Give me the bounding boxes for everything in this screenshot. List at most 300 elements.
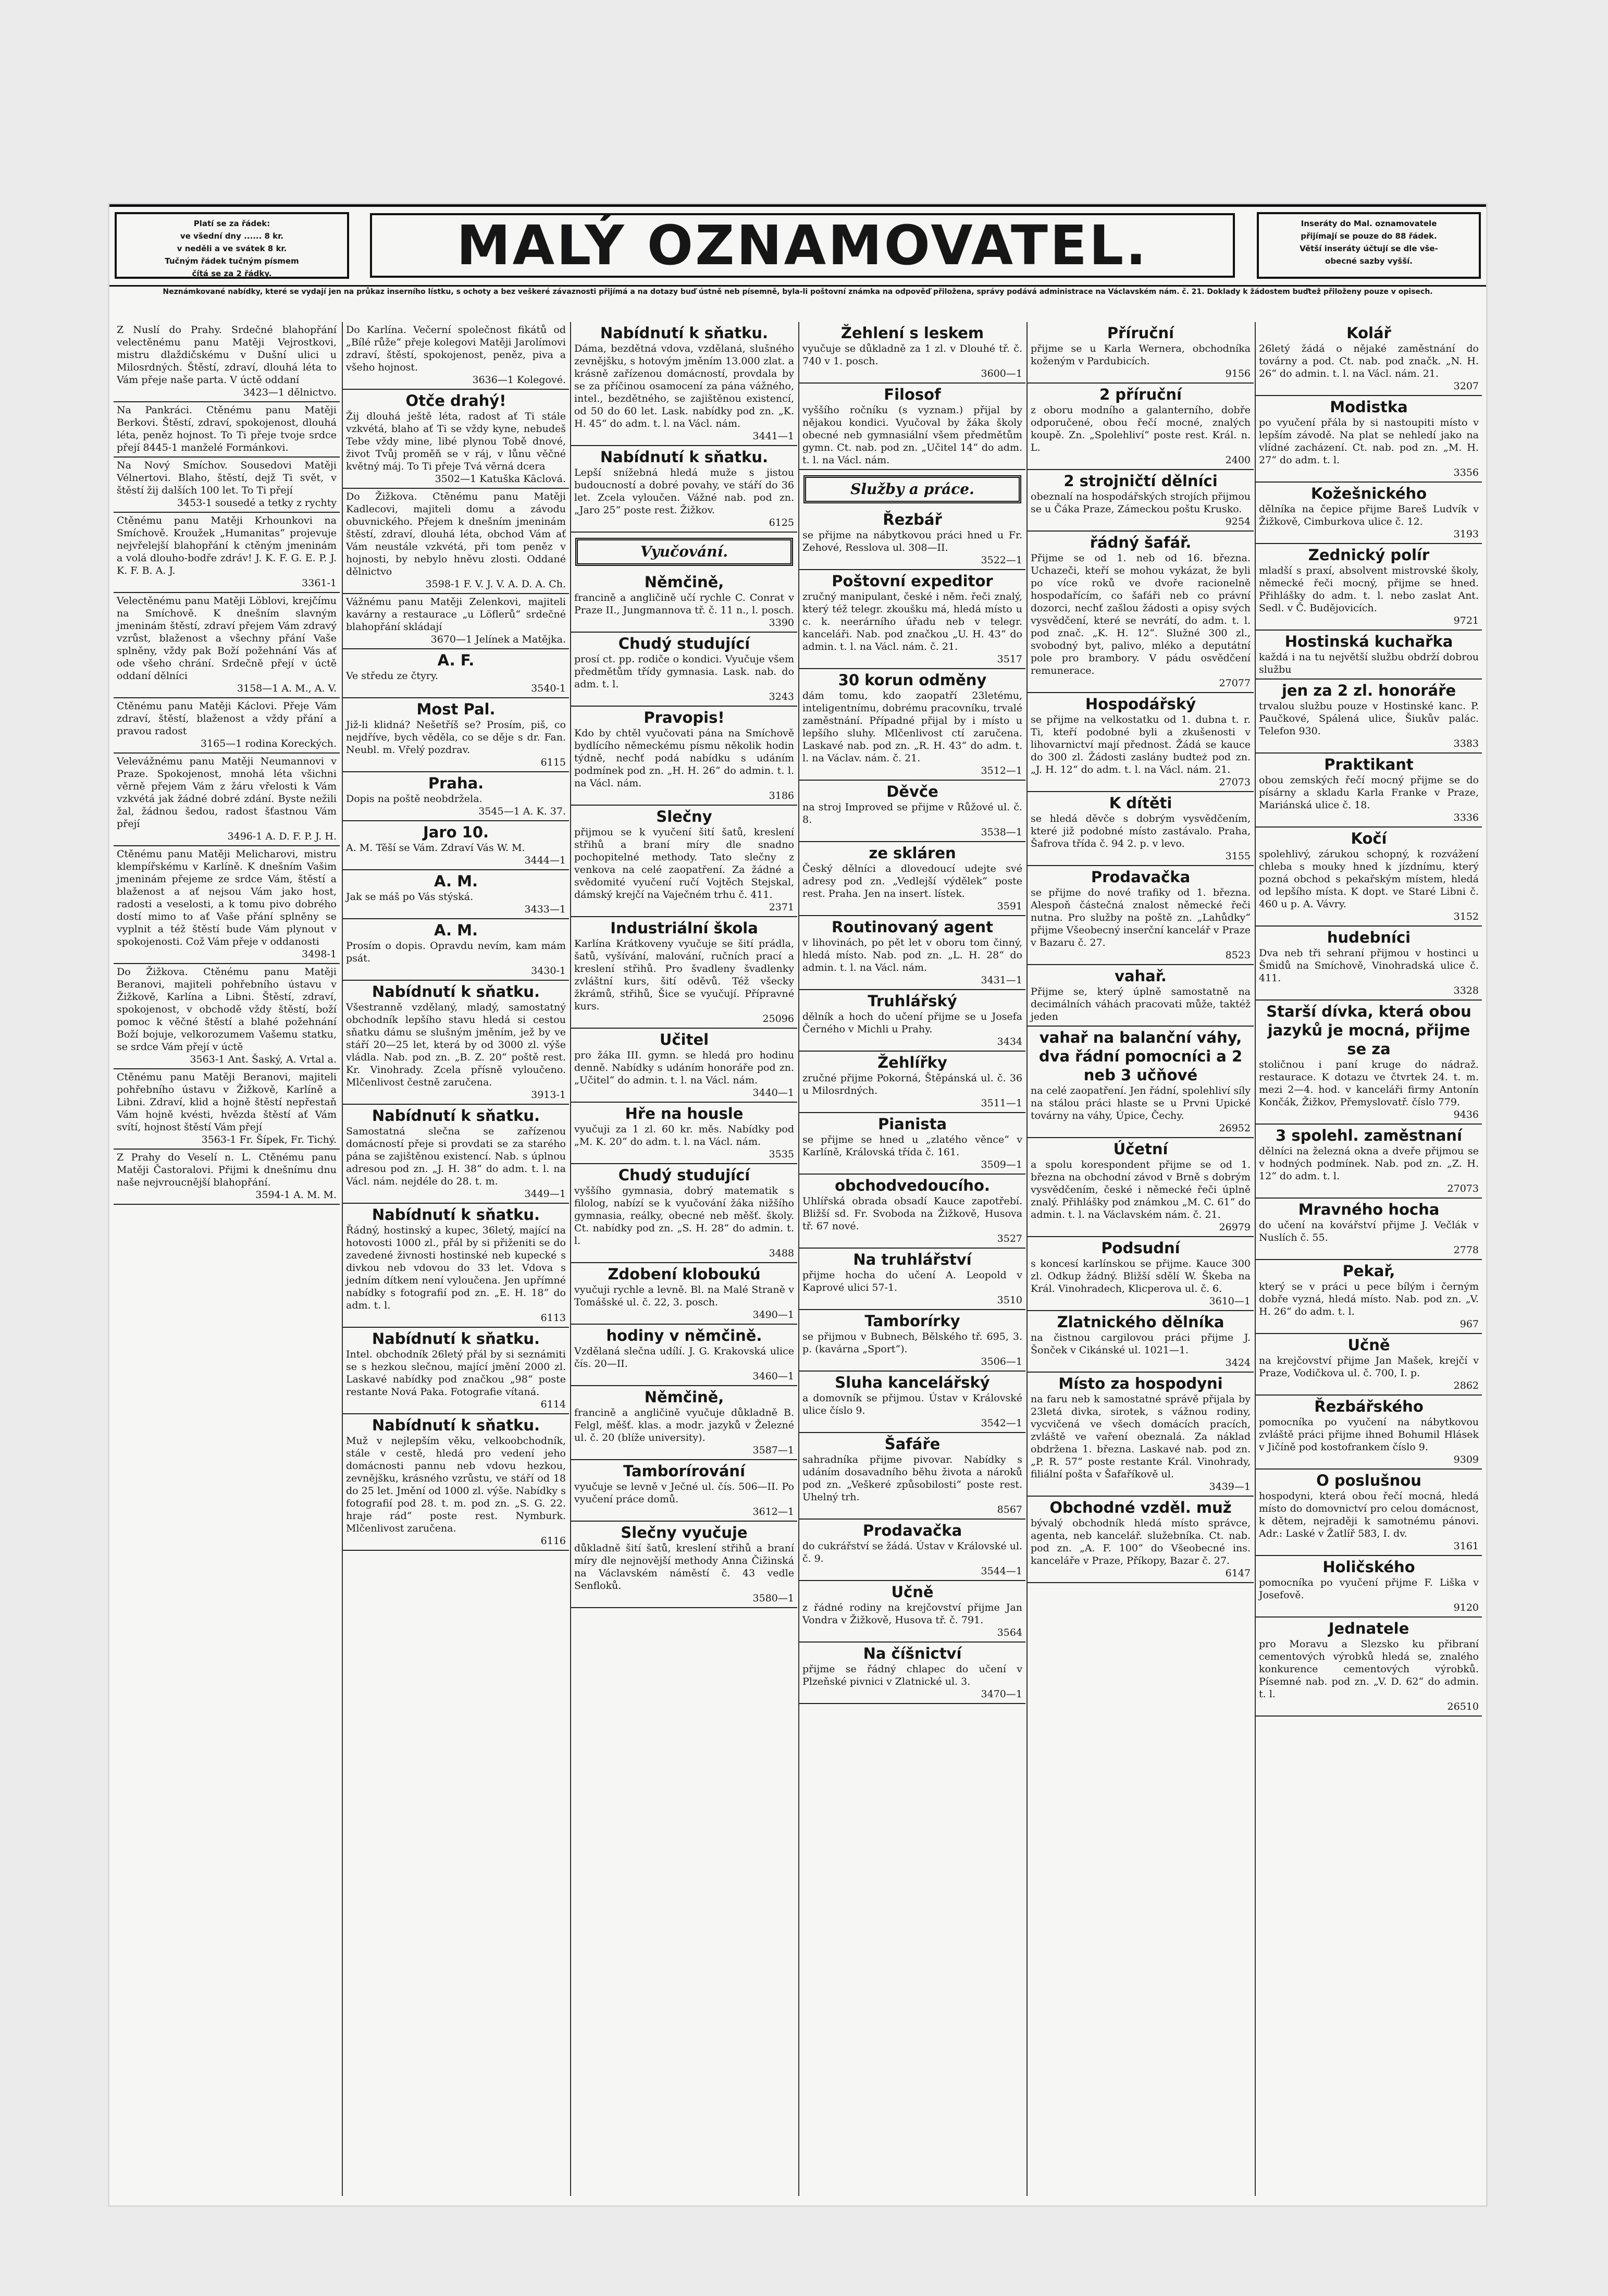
- price-line: Platí se za řádek:: [193, 219, 270, 228]
- ad-headline: Němčině,: [644, 573, 724, 591]
- ad-text: do učení na kovářství přijme J. Večlák v Nuslích č. 55.: [1259, 1219, 1479, 1243]
- classified-ad: [1256, 1199, 1482, 1260]
- ad-text: po vyučení přála by si nastoupiti místo v lepším závodě. Na plat se nehledí jako na vlídné zacházení. Ct. nab. pod zn. „M. H. 27“ do adm. t. l.: [1259, 417, 1479, 466]
- ad-text: důkladně šití šatů, kreslení střihů a braní míry dle nejnovější methody Anna Čižinská na Václavském náměstí č. 43 vedle Senfloků.: [574, 1542, 794, 1591]
- ad-headline: Kolář: [1346, 324, 1391, 342]
- ad-code: 27073: [1219, 776, 1251, 788]
- ad-text: francině a angličině učí rychle C. Conrat v Praze II., Jungmannova tř. č. 11 n., l. posch.: [574, 592, 794, 616]
- ad-headline: obchodvedoucího.: [835, 1177, 990, 1194]
- ad-code: 3441—1: [752, 430, 794, 442]
- classified-ad: [571, 1164, 797, 1263]
- ad-headline: Nabídnutí k sňatku.: [600, 448, 769, 466]
- ad-text: prosí ct. pp. rodiče o kondici. Vyučuje všem předmětům třídy gymnasia. Lask. nab. do adm. t. l.: [574, 653, 794, 690]
- section-banner: Vyučování.: [575, 538, 793, 566]
- price-line: v neděli a ve svátek 8 kr.: [177, 244, 287, 253]
- ad-code: 3440—1: [752, 1087, 794, 1098]
- ad-headline: Slečny: [656, 808, 712, 825]
- ad-text: se přijmou v Bubnech, Bělského tř. 695, 3. p. (kavárna „Sport“).: [802, 1331, 1022, 1355]
- classified-ad: [799, 1310, 1025, 1372]
- ad-text: pomocníka po vyučení přijme F. Liška v Josefově.: [1259, 1577, 1479, 1601]
- ad-headline: Modistka: [1330, 398, 1408, 416]
- ad-text: Dáma, bezdětná vdova, vzdělaná, slušného zevnějšku, s hotovým jměním 13.000 zlat. a krásně zařízenou domácností, provdala by se za příčinou osamocení za pána vážného, intel., bezdětného, se zajištěnou existencí, od 50 do 60 let. Lask. nabídky pod zn. „K. H. 45“ do adm. t. l. na Václ. nám.: [574, 343, 794, 429]
- ad-text: na celé zaopatření. Jen řádní, spolehliví síly na stálou práci hlaste se u Prvni Upické továrny na váhy, Úpice, Čechy.: [1031, 1085, 1251, 1121]
- ad-text: přijme se řádný chlapec do učení v Plzeňské pivnici v Zlatnické ul. 3.: [802, 1663, 1022, 1687]
- ad-text: spolehlivý, zárukou schopný, k rozvážení chleba s mouky hned k jízdnímu, který pozná obchod s pekařským místem, hledá od lepšího místa. K dopt. ve Staré Libni č. 460 u p. A. Vávry.: [1259, 848, 1479, 910]
- ad-text: 26letý žádá o nějaké zaměstnání do továrny a pod. Ct. nab. pod značk. „N. H. 26“ do admin. t. l. na Václ. nám. 21.: [1259, 343, 1479, 379]
- ad-code: 3383: [1453, 738, 1479, 749]
- classified-ad: [114, 513, 340, 593]
- ad-text: Velectěnému panu Matěji Löblovi, krejčímu na Smíchově. K dnešním slavným jmeninám štěstí, zdraví přejem Vám zdravý vzrůst, blaženost a všechny přání Vaše splněny, vždy pak Boží požehnání Vás ať ode všeho chrání. Srdečně přejí v úctě oddaní dělníci: [117, 595, 337, 682]
- ad-text: v lihovinách, po pět let v oboru tom činný, hledá místo. Nab. pod zn. „L. H. 28“ do admin. t. l. na Václ. nám.: [802, 937, 1022, 973]
- ad-code: 3158—1 A. M., A. V.: [237, 683, 337, 694]
- ad-code: 3580—1: [752, 1593, 794, 1604]
- ad-headline: Slečny vyučuje: [621, 1524, 748, 1541]
- classified-ad: [1028, 1497, 1254, 1583]
- classified-ad: [571, 1386, 797, 1460]
- ad-text: vyučuji za 1 zl. 60 kr. měs. Nabídky pod „M. K. 20“ do adm. t. l. na Václ. nám.: [574, 1124, 794, 1147]
- ad-code: 3517: [997, 653, 1022, 665]
- ad-text: vyučuji rychle a levně. Bl. na Malé Straně v Tomášské ul. č. 22, 3. posch.: [574, 1284, 794, 1308]
- ad-code: 3636—1 Kolegové.: [472, 374, 566, 386]
- classified-ad: [343, 1414, 569, 1551]
- ad-code: 3506—1: [981, 1356, 1022, 1367]
- ad-code: 3433—1: [524, 904, 566, 915]
- ad-text: se přijme na velkostatku od 1. dubna t. r. Ti, kteří podobné byli a zkušenosti v lihovarnictví mají přednost. Žádá se kauce do 300 zl. Žádosti zaslány budteż pod zn. „J. H. 12“ do adm. t. l. na Václ. nám. 21.: [1031, 714, 1251, 775]
- classified-ad: [1256, 1556, 1482, 1618]
- ad-headline: Na číšnictví: [863, 1645, 962, 1662]
- ad-code: 3444—1: [524, 855, 566, 866]
- classified-ad: [1028, 532, 1254, 693]
- ad-code: 3434: [997, 1036, 1022, 1047]
- ad-text: na čistnou cargilovou práci přijme J. Šonček v Cikánské ul. 1021—1.: [1031, 1332, 1251, 1356]
- ad-headline: Tamborírování: [623, 1462, 746, 1480]
- ad-headline: řádný šafář.: [1090, 534, 1192, 551]
- ad-headline: 2 příruční: [1099, 386, 1182, 403]
- classified-ad: [1256, 1396, 1482, 1470]
- ad-headline: vahař na balanční váhy, dva řádní pomocníci a 2 neb 3 učňové: [1038, 1029, 1243, 1084]
- ad-headline: Zednický polír: [1308, 546, 1430, 564]
- ad-code: 3510: [997, 1294, 1022, 1306]
- ad-code: 26510: [1447, 1701, 1479, 1712]
- ad-text: zručný manipulant, české i něm. řeči znalý, který též telegr. zkoušku má, hledá místo u c. k. neerárního úřadu neb v telegr. kanceláři. Nab. pod značkou „U. H. 43“ do admin. t. l. na Václ. nám. č. 21.: [802, 591, 1022, 652]
- classified-ad: [114, 964, 340, 1069]
- classified-ad: [1028, 1373, 1254, 1497]
- ad-code: 3540-1: [531, 683, 566, 694]
- ad-code: 3563-1 Ant. Šaský, A. Vrtal a.: [190, 1054, 337, 1065]
- ad-headline: Starší dívka, která obou jazyků je mocná, přijme se za: [1266, 1003, 1471, 1058]
- classified-ad: [343, 981, 569, 1105]
- ad-text: francině a angličině vyučuje důkladně B. Felgl, měšť. klas. a modr. jazyků v Železné ul. č. 20 (blíže university).: [574, 1407, 794, 1443]
- classified-ad: [1256, 322, 1482, 396]
- classified-ad: [799, 1520, 1025, 1581]
- ad-code: 3490—1: [752, 1309, 794, 1320]
- ad-code: 2400: [1225, 454, 1251, 466]
- classified-ad: [799, 781, 1025, 842]
- classified-ad: [114, 1150, 340, 1205]
- classified-ad: [799, 384, 1025, 470]
- ad-text: dělníka na čepice přijme Bareš Ludvík v Žižkově, Cimburkova ulice č. 12.: [1259, 503, 1479, 527]
- classified-ad: [343, 390, 569, 489]
- classified-ad: [571, 806, 797, 917]
- ad-headline: Chudý studující: [618, 635, 750, 652]
- ad-text: a spolu korespondent přijme se od 1. března na obchodní závod v Brně s dobrým vysvědčením, české i německé řeči úplně znalý. Přihlášky pod známkou „M. C. 61“ do admin. t. l. na Václavském nám. č. 21.: [1031, 1159, 1251, 1220]
- ad-headline: Jaro 10.: [423, 823, 489, 841]
- classified-ad: [343, 649, 569, 698]
- ad-code: 3431—1: [981, 974, 1022, 986]
- ad-code: 3563-1 Fr. Šípek, Fr. Tichý.: [201, 1134, 337, 1145]
- ad-headline: jen za 2 zl. honoráře: [1281, 682, 1456, 699]
- ad-text: přijme hocha do učení A. Leopold v Kaprové ulici 57-1.: [802, 1269, 1022, 1293]
- ad-text: Již-li klidná? Nešetříš se? Prosím, piš, co nejdříve, bych věděla, co se děje s dr. Fan. Neubl. m. Vřelý pozdrav.: [346, 719, 566, 756]
- ad-headline: Poštovní expeditor: [832, 572, 993, 590]
- info-line: Větší inseráty účtují se dle vše-: [1300, 244, 1438, 253]
- classified-ad: [571, 446, 797, 533]
- page-title: MALÝ OZNAMOVATEL.: [370, 213, 1235, 278]
- ad-text: mladší s praxí, absolvent mistrovské školy, německé řeči mocný, přijme se hned. Přihlášky do adm. t. l. nebo zaslat Ant. Sedl. v Č. Budějovicích.: [1259, 565, 1479, 614]
- ad-code: 3564: [997, 1627, 1022, 1638]
- ad-headline: Na truhlářství: [853, 1251, 972, 1268]
- ad-text: každá i na tu největší službu obdrží dobrou službu: [1259, 651, 1479, 675]
- ad-text: dělník a hoch do učení přijme se u Josefa Černého v Michli u Prahy.: [802, 1011, 1022, 1035]
- ad-headline: Praktikant: [1324, 756, 1414, 773]
- classified-ad: [799, 990, 1025, 1052]
- ad-headline: Hře na housle: [625, 1105, 744, 1122]
- ad-headline: Řezbář: [883, 511, 942, 528]
- classified-ad: [343, 698, 569, 772]
- ad-text: stoličnou i paní kruge do nádraž. restaurace. K dotazu ve čtvrtek 24. t. m. mezi 2—4. hod. v kanceláři firmy Antonín Končák, Žižkov, Přemyslovatř. číslo 779.: [1259, 1059, 1479, 1108]
- ad-code: 9156: [1225, 368, 1251, 379]
- ad-text: na faru neb k samostatné správě přijala by 23letá divka, sirotek, s vážnou rodiny, vycvičená ve všech domácích pracích, zvláště ve vaření obeznalá. Za náklad obdržena 1. března. Laskavé nab. pod zn. „P. R. 57“ poste restante Král. Vinohrady, filiální pošta v Šafaříkově ul.: [1031, 1393, 1251, 1480]
- ad-headline: Řezbářského: [1314, 1398, 1424, 1415]
- classified-ad: [571, 1522, 797, 1608]
- ad-headline: Zdobení kloboukú: [608, 1265, 761, 1283]
- section-banner: Služby a práce.: [803, 475, 1021, 503]
- classified-ad: [799, 1372, 1025, 1433]
- ad-text: na stroj Improved se přijme v Růžové ul. č. 8.: [802, 801, 1022, 825]
- ad-headline: Chudý studující: [618, 1166, 750, 1184]
- ad-headline: Nabídnutí k sňatku.: [372, 983, 540, 1001]
- classified-ad: [343, 1204, 569, 1328]
- ad-code: 3670—1 Jelínek a Matějka.: [430, 634, 566, 645]
- ad-text: Žij dlouhá ještě léta, radost ať Ti stále vzkvétá, blaho ať Ti se vždy kyne, nebudeš Tebe vždy mine, libé plynou Tobě dnové, život Tvůj proměň se v ráj, v lůnu věčné květný máj. To Ti přeje Tvá věrná dcera: [346, 411, 566, 472]
- ad-code: 3193: [1453, 528, 1479, 540]
- ad-headline: hodiny v němčině.: [606, 1327, 762, 1344]
- ad-code: 3913-1: [531, 1089, 566, 1101]
- classified-ad: [1256, 1125, 1482, 1199]
- ad-code: 3449—1: [524, 1188, 566, 1200]
- info-line: přijímají se pouze do 88 řádek.: [1301, 231, 1437, 241]
- classified-ad: [799, 1433, 1025, 1520]
- ad-headline: A. F.: [437, 651, 475, 669]
- classified-ad: [1256, 1001, 1482, 1125]
- masthead: [109, 204, 1486, 287]
- ad-code: 8567: [997, 1504, 1022, 1515]
- ad-code: 3594-1 A. M. M.: [255, 1189, 337, 1201]
- ad-headline: Učně: [891, 1583, 934, 1601]
- ad-headline: Kožešnického: [1310, 485, 1427, 502]
- ad-text: se přijme se hned u „zlatého věnce“ v Karlíně, Královská třída č. 161.: [802, 1134, 1022, 1158]
- ad-code: 3544—1: [981, 1565, 1022, 1577]
- ad-headline: Prodavačka: [862, 1522, 962, 1539]
- classified-ad: [1028, 792, 1254, 866]
- classified-ad: [1028, 1311, 1254, 1373]
- ad-code: 3522—1: [981, 554, 1022, 566]
- ad-code: 3361-1: [302, 577, 337, 589]
- ad-headline: Hostinská kuchařka: [1284, 633, 1453, 650]
- ad-code: 3152: [1453, 911, 1479, 922]
- ad-headline: Tamborírky: [864, 1312, 960, 1330]
- column-6: [1255, 322, 1482, 2196]
- ad-text: Přijme se od 1. neb od 16. března. Uchazeči, kteří se mohou vykázat, že byli po více roků ve dvoře racionelně hospodařícím, co šafáři neb co právní dozorci, nechť zašlou žádosti a opisy svých vysvědčení, které se nevrátí, do adm. t. l. pod znač. „K. H. 12“. Služné 300 zl., svobodný byt, palivo, mléko a deputátní pole pro brambory. V pádu osvědčení remunerace.: [1031, 552, 1251, 676]
- price-line: ve všední dny ...... 8 kr.: [180, 231, 284, 241]
- classified-ad: [1256, 754, 1482, 828]
- ad-text: Kdo by chtěl vyučovati pána na Smíchově bydlícího německému písmu několik hodin týdně, nechť podá nabídku s udáním podmínek pod zn. „H. H. 26“ do admin. t. l. na Václ. nám.: [574, 727, 794, 789]
- ad-text: Ctěnému panu Matěji Beranovi, majiteli pohřebního ústavu v Žižkově, Karlíně a Libni. Zdraví, klid a hojně štěstí nepřestaň Vám hojně kvésti, hvězda štěstí ať Vám svítí, hojnost štěstí Vám přejí: [117, 1071, 337, 1133]
- classified-ad: [114, 593, 340, 698]
- ad-code: 9254: [1225, 516, 1251, 527]
- ad-text: vyššího gymnasia, dobrý matematik s filolog, nabízí se k vyučování žáka nižšího gymnasia, reálky, obecné neb měšť. školy. Ct. nabídky pod zn. „S. H. 28“ do admin. t. l.: [574, 1185, 794, 1246]
- notice-line: Neznámkované nabídky, které se vydají jen na průkaz inserního lístku, s ochoty a bez veškeré závaznosti přijímá a na dotazy buď ústně neb písemně, byla-li poštovní známka na odpověď přiložena, správy podává administrace na Václavském nám. č. 21. Doklady k žádostem buďtež přiloženy pouze v opisech.: [163, 288, 1433, 296]
- price-box: [115, 212, 349, 279]
- ad-headline: Holičského: [1322, 1558, 1415, 1576]
- classified-ad: [1028, 965, 1254, 1027]
- ad-headline: Šafáře: [884, 1435, 941, 1453]
- ad-text: Prosím o dopis. Opravdu nevím, kam mám psát.: [346, 940, 566, 964]
- ad-headline: Pravopis!: [644, 709, 725, 726]
- classified-ad: [1256, 1470, 1482, 1556]
- ad-code: 3591: [997, 900, 1022, 912]
- ad-headline: ze skláren: [869, 844, 956, 862]
- classified-ad: [571, 707, 797, 806]
- ad-headline: Most Pal.: [416, 700, 496, 718]
- ad-code: 3356: [1453, 467, 1479, 478]
- classified-ad: [1256, 927, 1482, 1001]
- ad-text: Na Nový Smíchov. Sousedovi Matěji Vélnertovi. Blaho, štěstí, dejž Ti svět, v štěstí žij dalších 100 let. To Ti přejí: [117, 460, 337, 496]
- ad-code: 6125: [769, 517, 794, 528]
- ad-code: 3155: [1225, 850, 1251, 862]
- ad-text: Na Pankráci. Ctěnému panu Matěji Berkovi. Štěstí, zdraví, spokojenost, dlouhá léta, peněz hojnost. To Ti přeje tvoje srdce přejí 8445-1 manželé Formánkovi.: [117, 404, 337, 453]
- ad-headline: Mravného hocha: [1298, 1201, 1440, 1218]
- ad-text: Jak se máš po Vás stýská.: [346, 891, 474, 903]
- classified-ad: [799, 1581, 1025, 1643]
- ad-text: dělníci na železná okna a dveře přijmou se v hodných podmínek. Nab. pod zn. „Z. H. 12“ do adm. t. l.: [1259, 1145, 1479, 1182]
- classified-ad: [1256, 1334, 1482, 1396]
- ad-text: Do Karlína. Večerní společnost fikátů od „Bílé růže“ přeje kolegovi Matěji Jarolímovi zdraví, štěstí, spokojenost, peněz, piva a všeho hojnost.: [346, 324, 566, 373]
- ad-text: a domovník se přijmou. Ústav v Královské ulice číslo 9.: [802, 1392, 1022, 1416]
- ad-code: 3439—1: [1209, 1481, 1251, 1492]
- ad-headline: Děvče: [886, 783, 938, 800]
- ad-headline: Sluha kancelářský: [835, 1374, 990, 1391]
- classified-ad: [343, 821, 569, 870]
- ad-headline: Obchodné vzděl. muž: [1049, 1499, 1232, 1516]
- classified-ad: [571, 1029, 797, 1103]
- ad-text: z řádné rodiny na krejčovství přijme Jan Vondra v Žižkově, Husova tř. č. 791.: [802, 1602, 1022, 1626]
- classified-ad: [1256, 631, 1482, 680]
- column-1: [114, 322, 340, 2196]
- classified-ad: [799, 1052, 1025, 1113]
- ad-code: 3600—1: [981, 368, 1022, 379]
- ad-headline: hudebníci: [1327, 929, 1411, 946]
- ad-text: Vzdělaná slečna udílí. J. G. Krakovská ulice čís. 20—II.: [574, 1345, 794, 1369]
- ad-headline: Kočí: [1351, 830, 1387, 847]
- ad-headline: Žehlení s leskem: [840, 324, 984, 342]
- classified-ad: [571, 322, 797, 446]
- ad-code: 2862: [1453, 1380, 1479, 1391]
- ad-code: 3165—1 rodina Koreckých.: [200, 738, 337, 749]
- ad-headline: A. M.: [434, 921, 478, 939]
- classified-ad: [1028, 1027, 1254, 1138]
- ad-text: Ctěnému panu Matěji Krhounkovi na Smíchově. Kroužek „Humanitas“ projevuje nejvřelejší blahopřání k ctěným jmeninám a volá dlouho-bodře zdráv! J. K. F. G. E. P. J. K. F. B. A. J.: [117, 515, 337, 576]
- classified-ad: [799, 570, 1025, 669]
- price-line: čítá se za 2 řádky.: [192, 269, 272, 278]
- classified-ad: [799, 1643, 1025, 1704]
- ad-text: Samostatná slečna se zařízenou domácností přeje si provdati se za starého pána se zajištěnou existencí. Nab. s úplnou adresou pod zn. „J. H. 38“ do adm. t. l. na Václ. nám. nejdéle do 28. t. m.: [346, 1126, 566, 1187]
- ad-text: bývalý obchodník hledá místo správce, agenta, neb kancelář. služebníka. Ct. nab. pod zn. „A. F. 100“ do Všeobecné ins. kanceláře v Praze, Příkopy, Bazar č. 27.: [1031, 1517, 1251, 1566]
- classified-ad: [571, 1103, 797, 1164]
- ad-headline: vahař.: [1115, 967, 1167, 985]
- classified-ad: [799, 842, 1025, 916]
- ad-headline: Nabídnutí k sňatku.: [372, 1330, 540, 1348]
- ad-code: 9436: [1453, 1109, 1479, 1120]
- newspaper-page: [109, 204, 1486, 2205]
- classified-ad: [1256, 1618, 1482, 1717]
- ad-code: 3545—1 A. K. 37.: [478, 806, 566, 817]
- info-line: Inseráty do Mal. oznamovatele: [1301, 219, 1437, 228]
- ad-code: 27073: [1447, 1183, 1479, 1194]
- ad-code: 3470—1: [981, 1688, 1022, 1700]
- classified-ad: [799, 669, 1025, 781]
- ad-headline: K dítěti: [1109, 794, 1172, 812]
- ad-headline: Příruční: [1107, 324, 1174, 342]
- ad-code: 3336: [1453, 812, 1479, 823]
- ad-text: sahradníka přijme pivovar. Nabídky s udáním dosavadního běhu života a nároků pod zn. „Veškeré způsobilosti“ poste rest. Uhelný trh.: [802, 1454, 1022, 1503]
- classified-ad: [1256, 396, 1482, 483]
- classified-ad: [1256, 680, 1482, 754]
- ad-code: 25096: [762, 1013, 794, 1024]
- ad-code: 3527: [997, 1233, 1022, 1244]
- ad-code: 3424: [1225, 1357, 1251, 1368]
- ad-text: Lepší snížebná hledá muže s jistou budoucností a dobré povahy, ve stáří do 36 let. Zcela vyloučen. Vážné nab. pod zn. „Jaro 25“ poste rest. Žižkov.: [574, 467, 794, 516]
- classified-ad: [571, 633, 797, 707]
- ad-headline: Prodavačka: [1091, 868, 1191, 886]
- ad-text: z oboru modního a galanterního, dobře odporučené, obou řečí mocné, znalých koupě. Zn. „Spolehliví“ poste rest. Král. n. L.: [1031, 404, 1251, 453]
- ad-headline: Nabídnutí k sňatku.: [372, 1206, 540, 1224]
- classified-ad: [1028, 1237, 1254, 1311]
- ad-text: vyučuje se důkladně za 1 zl. v Dlouhé tř. č. 740 v 1. posch.: [802, 343, 1022, 367]
- ad-text: Dopis na poště neobdržela.: [346, 793, 483, 805]
- ad-text: obou zemských řečí mocný přijme se do písárny a skladu Karla Franke v Praze, Mariánská ulice č. 18.: [1259, 774, 1479, 811]
- ad-headline: Industriální škola: [610, 919, 758, 937]
- ad-text: Ctěnému panu Matěji Melicharovi, mistru klempířskému v Karlíně. K dnešním Vašim jmeninám přejeme ze srdce Vám, štěstí a blaženost a ať nejsou Vám jako host, radosti a veselosti, a k tomu pivo dobrého dostí mimo to ať Vaše přání splněny se vyplnit a též štěstí bude Vám plynout v spokojenosti. Což Vám přeje v oddanosti: [117, 848, 337, 947]
- classified-ad: [1256, 1260, 1482, 1334]
- classified-ad: [571, 917, 797, 1029]
- ad-code: 3598-1 F. V. J. V. A. D. A. Ch.: [425, 578, 566, 590]
- classified-ad: [343, 1105, 569, 1204]
- ad-text: se přijme na nábytkovou práci hned u Fr. Zehové, Resslova ul. 308—II.: [802, 529, 1022, 553]
- classified-ad: [1028, 1138, 1254, 1237]
- ad-headline: Jednatele: [1328, 1620, 1409, 1637]
- info-line: obecné sazby vyšší.: [1325, 256, 1413, 266]
- ad-text: Do Žižkova. Ctěnému panu Matěji Beranovi, majiteli pohřebního ústavu v Žižkově, Karlína a Libni. Štěstí, zdraví, spokojenost, v obchodě vždy štěstí, boží pomoc k věčné štěstí a blahé požehnání Boží bojuje, velkorozumem Vašemu statku, se srdce Vám přejí v úctě: [117, 966, 337, 1053]
- ad-text: Český dělníci a dlovedoucí udejte své adresy pod zn. „Vedlejší výdělek“ poste rest. Praha. Jen na insert. lístek.: [802, 863, 1022, 899]
- classified-ad: [571, 1460, 797, 1522]
- classified-ad: [1256, 483, 1482, 544]
- ad-code: 3512—1: [981, 765, 1022, 776]
- ad-text: trvalou službu pouze v Hostinské kanc. P. Paučkové, Spálená ulice, Šiukův palác. Telefon 930.: [1259, 700, 1479, 737]
- ad-code: 3161: [1453, 1540, 1479, 1552]
- classified-ad: [343, 1328, 569, 1414]
- ad-headline: O poslušnou: [1316, 1472, 1421, 1489]
- ad-headline: Účetní: [1113, 1140, 1168, 1158]
- ad-code: 6147: [1225, 1567, 1251, 1579]
- ad-headline: Filosof: [884, 386, 941, 403]
- ad-text: Všestranně vzdělaný, mladý, samostatný obchodník lepšího stavu hledá si cestou sňatku dámu se slušným jměním, jež by ve stáří 20—25 let, která by od 3000 zl. výše vládla. Nab. pod zn. „B. Z. 20“ poště rest. Kr. Vinohrady. Zcela přísně vyloučeno. Mlčenlivost čestně zaručena.: [346, 1002, 566, 1088]
- ad-code: 3488: [769, 1248, 794, 1259]
- classified-ad: [114, 698, 340, 754]
- column-3: [570, 322, 797, 2196]
- classified-ad: [799, 1113, 1025, 1175]
- ad-code: 6115: [540, 757, 566, 768]
- classified-ad: [1256, 544, 1482, 631]
- ad-headline: Nabídnutí k sňatku.: [372, 1107, 540, 1125]
- classified-ad: [799, 509, 1025, 570]
- ad-headline: Otče drahý!: [405, 392, 506, 410]
- ad-text: se přijme do nové trafiky od 1. března. Alespoň částečná znalost německé řeči nutna. Pro služby na poště zn. „Lahůdky“ přijme Všeobecný inserční kancelář v Praze v Bazaru č. 27.: [1031, 887, 1251, 948]
- classified-ad: [114, 322, 340, 402]
- ad-headline: Routinovaný agent: [832, 918, 993, 936]
- ad-code: 3243: [769, 691, 794, 702]
- classified-ad: [343, 322, 569, 390]
- ad-code: 3186: [769, 790, 794, 801]
- ad-text: Velevážnému panu Matěji Neumannovi v Praze. Spokojenost, mnohá léta všichni věrně přejem Vám z žáru vřelosti k Vám vzkvétá jak žádné dobré zdání. Byste nežili žal, žádnou šedou, radost šťastnou Vám přejí: [117, 756, 337, 830]
- ad-text: se hledá děvče s dobrým vysvědčením, které již podobné místo zastávalo. Praha, Šafrova třída č. 94 2. p. v levo.: [1031, 813, 1251, 849]
- ad-headline: Němčině,: [644, 1388, 724, 1406]
- ad-headline: 2 strojničtí dělníci: [1063, 472, 1218, 490]
- classified-ad: [114, 846, 340, 964]
- classified-ad: [343, 919, 569, 981]
- classified-ad: [343, 772, 569, 821]
- ad-text: pomocníka po vyučení na nábytkovou zvláště práci přijme ihned Bohumil Hlásek v Jičíně pod kostofrankem číslo 9.: [1259, 1416, 1479, 1453]
- ad-text: Intel. obchodník 26letý přál by si seznámiti se s hezkou slečnou, mající jmění 2000 zl. Laskavé nabídky pod značkou „98“ poste restante Nová Paka. Fotografie vítaná.: [346, 1349, 566, 1398]
- ad-code: 3542—1: [981, 1417, 1022, 1429]
- ad-text: Vážnému panu Matěji Zelenkovi, majiteli kavárny a restaurace „u Löflerů“ srdečné blahopřání skládají: [346, 596, 566, 633]
- classified-ad: [799, 1249, 1025, 1310]
- ad-headline: Praha.: [428, 774, 484, 792]
- classified-ad: [571, 1263, 797, 1325]
- ad-code: 3509—1: [981, 1159, 1022, 1170]
- ad-text: který se v práci u pece bílým i černým dobře vyzná, hledá místo. Nab. pod zn. „V. H. 26“ do adm. t. l.: [1259, 1281, 1479, 1317]
- ad-code: 3460—1: [752, 1371, 794, 1382]
- ad-headline: Truhlářský: [868, 992, 957, 1010]
- ad-headline: Hospodářský: [1085, 695, 1196, 713]
- price-line: Tučným řádek tučným písmem: [165, 256, 299, 266]
- ad-code: 9120: [1453, 1602, 1479, 1613]
- ad-code: 3502—1 Katuška Kāclová.: [435, 473, 566, 485]
- classified-ad: [343, 870, 569, 919]
- classified-ad: [571, 571, 797, 633]
- ad-text: Ctěnému panu Matěji Káclovi. Přeje Vám zdraví, štěstí, blaženost a vždy přání a pravou radost: [117, 700, 337, 737]
- ad-text: Řádný, hostinský a kupec, 36letý, mající na hotovosti 1000 zl., přál by si přiženiti se do zavedené živnosti hostinské neb kupecké s divkou neb vdovou do 33 let. Vdova s jedním dítkem není vyloučena. Jen upřímné nabídky s fotografií pod zn. „E. H. 18“ do adm. t. l.: [346, 1225, 566, 1311]
- ad-text: Uhlířská obrada obsadí Kauce zapotřebí. Bližší sd. Fr. Svoboda na Žižkově, Husova tř. 67 nové.: [802, 1195, 1022, 1232]
- classified-ad: [1028, 693, 1254, 792]
- ad-code: 9309: [1453, 1454, 1479, 1465]
- ad-code: 967: [1459, 1318, 1479, 1330]
- insertion-info-box: [1257, 212, 1481, 279]
- classified-ad: [1028, 322, 1254, 384]
- classified-ad: [799, 322, 1025, 384]
- ad-code: 3538—1: [981, 826, 1022, 838]
- ad-code: 26979: [1219, 1221, 1251, 1233]
